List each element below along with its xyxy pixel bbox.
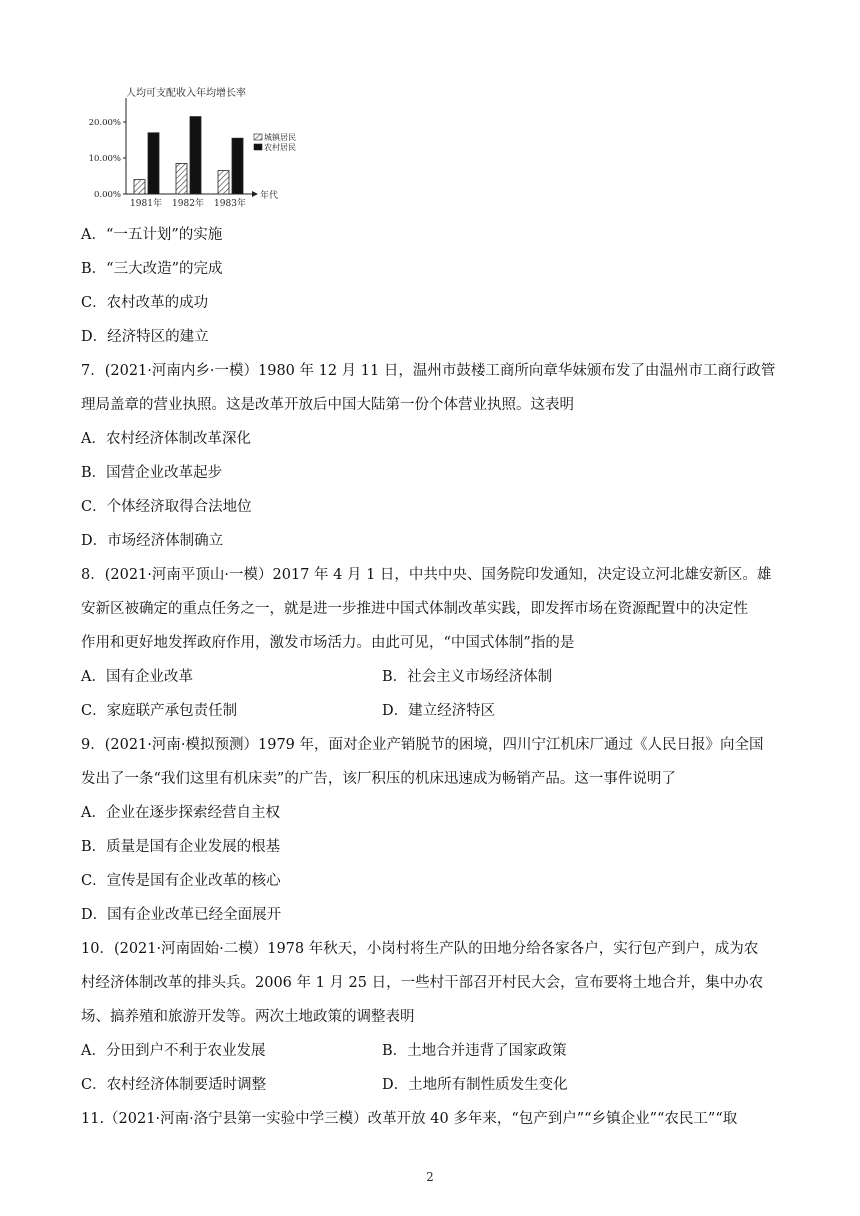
y-tick-label: 10.00% (88, 154, 121, 164)
y-tick-label: 20.00% (88, 118, 121, 128)
q7-option-b: B．国营企业改革起步 (81, 465, 223, 481)
q10-option-b: B．土地合并违背了国家政策 (382, 1043, 567, 1059)
x-axis-arrow (252, 191, 258, 197)
page-number: 2 (426, 1170, 434, 1184)
q10-option-a: A．分田到户不利于农业发展 (81, 1043, 266, 1059)
q6-option-a: A．“一五计划”的实施 (81, 227, 223, 243)
q10-stem-line1: 10．(2021·河南固始·二模）1978 年秋天，小岗村将生产队的田地分给各家各户，实行包产到户，成为农 (81, 941, 759, 957)
x-tick-labels (130, 197, 246, 209)
q10-stem-line3: 场、搞养殖和旅游开发等。两次土地政策的调整表明 (81, 1009, 415, 1025)
q9-stem-line1: 9．(2021·河南·模拟预测）1979 年，面对企业产销脱节的困境，四川宁江机床厂通过《人民日报》向全国 (81, 737, 764, 753)
bar-rural (148, 133, 159, 194)
q8-option-b: B．社会主义市场经济体制 (382, 669, 553, 685)
q10-stem-line2: 村经济体制改革的排头兵。2006 年 1 月 25 日，一些村干部召开村民大会，宣布要将土地合并，集中办农 (81, 975, 764, 991)
y-tick-label: 0.00% (93, 190, 121, 200)
legend-swatch (254, 134, 262, 140)
q8-option-c: C．家庭联产承包责任制 (81, 703, 238, 719)
x-tick-label: 1983年 (214, 199, 246, 209)
q9-option-b: B．质量是国有企业发展的根基 (81, 839, 281, 855)
x-tick-label: 1981年 (130, 199, 162, 209)
q7-option-a: A．农村经济体制改革深化 (81, 431, 251, 447)
bar-rural (190, 117, 201, 194)
growth-rate-bar-chart (80, 82, 310, 212)
q8-stem-line2: 安新区被确定的重点任务之一，就是进一步推进中国式体制改革实践，即发挥市场在资源配置中的决定性 (81, 601, 748, 617)
q6-option-d: D．经济特区的建立 (81, 329, 209, 345)
q8-stem-line3: 作用和更好地发挥政府作用，激发市场活力。由此可见，“中国式体制”指的是 (81, 635, 575, 651)
q10-option-c: C．农村经济体制要适时调整 (81, 1077, 267, 1093)
q6-option-c: C．农村改革的成功 (81, 295, 209, 311)
x-tick-label: 1982年 (172, 199, 204, 209)
q8-option-d: D．建立经济特区 (382, 703, 496, 719)
legend-label: 农村居民 (264, 143, 296, 152)
chart-title: 人均可支配收入年均增长率 (126, 88, 246, 99)
bar-urban (134, 180, 145, 194)
q9-option-d: D．国有企业改革已经全面展开 (81, 907, 282, 923)
q9-option-c: C．宣传是国有企业改革的核心 (81, 873, 281, 889)
q7-option-c: C．个体经济取得合法地位 (81, 499, 252, 515)
x-axis-label: 年代 (260, 191, 279, 201)
legend-label: 城镇居民 (264, 133, 296, 142)
chart-legend (254, 132, 296, 152)
q6-option-b: B．“三大改造”的完成 (81, 261, 223, 277)
q10-option-d: D．土地所有制性质发生变化 (382, 1077, 568, 1093)
q7-option-d: D．市场经济体制确立 (81, 533, 224, 549)
q7-stem-line1: 7．(2021·河南内乡·一模）1980 年 12 月 11 日，温州市鼓楼工商所向章华妹颁布发了由温州市工商行政管 (81, 363, 776, 379)
q8-option-a: A．国有企业改革 (81, 669, 193, 685)
legend-swatch (254, 144, 262, 150)
q9-option-a: A．企业在逐步探索经营自主权 (81, 805, 280, 821)
bar-urban (218, 171, 229, 194)
q11-stem-line1: 11.（2021·河南·洛宁县第一实验中学三模）改革开放 40 多年来，“包产到户”“乡镇企业”“农民工”“取 (81, 1111, 738, 1127)
q7-stem-line2: 理局盖章的营业执照。这是改革开放后中国大陆第一份个体营业执照。这表明 (81, 397, 574, 413)
q9-stem-line2: 发出了一条“我们这里有机床卖”的广告，该厂积压的机床迅速成为畅销产品。这一事件说明了 (81, 771, 676, 787)
bar-rural (232, 138, 243, 194)
q8-stem-line1: 8．(2021·河南平顶山·一模）2017 年 4 月 1 日，中共中央、国务院印发通知，决定设立河北雄安新区。雄 (81, 567, 772, 583)
bars-group (134, 117, 243, 194)
bar-urban (176, 163, 187, 194)
